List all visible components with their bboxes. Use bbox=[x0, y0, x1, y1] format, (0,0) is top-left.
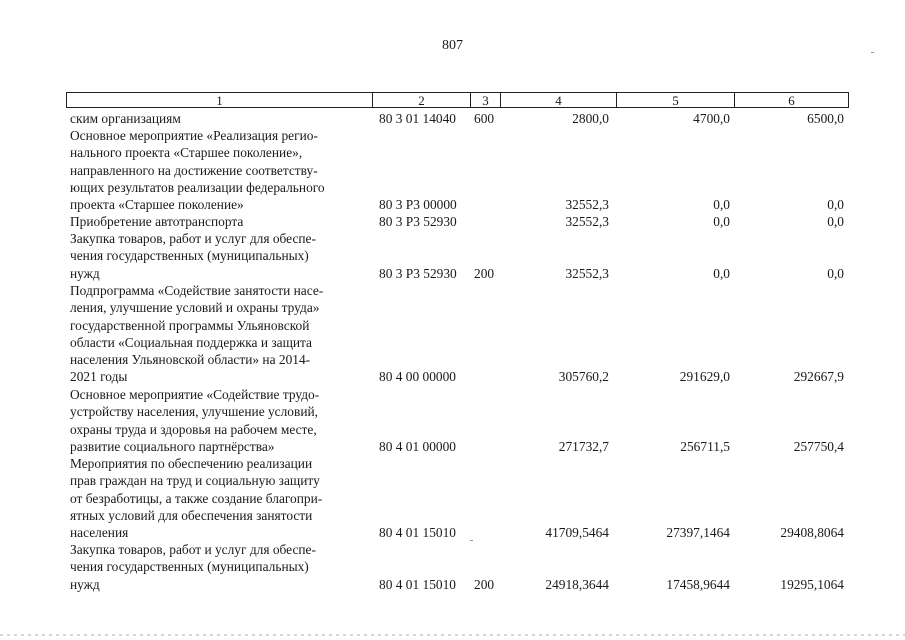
row-description: Приобретение автотранспорта bbox=[70, 214, 244, 229]
row-value-3: 6500,0 bbox=[807, 111, 844, 126]
row-description: Закупка товаров, работ и услуг для обеспе- чения государственных (муниципальных) нужд bbox=[70, 542, 316, 592]
header-col-1: 1 bbox=[67, 93, 373, 107]
row-code: 80 4 01 00000 bbox=[379, 439, 456, 454]
header-col-4: 4 bbox=[501, 93, 617, 107]
row-value-3: 0,0 bbox=[827, 197, 844, 212]
row-code: 80 3 P3 52930 bbox=[379, 266, 457, 281]
row-value-2: 17458,9644 bbox=[666, 577, 730, 592]
page-number: 807 bbox=[442, 38, 463, 53]
row-code: 80 4 01 15010 bbox=[379, 577, 456, 592]
row-value-1: 41709,5464 bbox=[545, 525, 609, 540]
row-value-3: 257750,4 bbox=[793, 439, 844, 454]
header-col-3: 3 bbox=[471, 93, 501, 107]
row-description: Закупка товаров, работ и услуг для обеспе- чения государственных (муниципальных) нужд bbox=[70, 231, 316, 281]
header-col-2: 2 bbox=[373, 93, 471, 107]
row-value-3: 29408,8064 bbox=[780, 525, 844, 540]
row-code: 80 3 01 14040 bbox=[379, 111, 456, 126]
row-type: 200 bbox=[474, 266, 495, 281]
header-col-5: 5 bbox=[617, 93, 735, 107]
row-code: 80 4 01 15010 bbox=[379, 525, 456, 540]
row-description: Основное мероприятие «Содействие трудо- устройству населения, улучшение условий, охраны труда и здоровья на рабочем месте, развитие социального партнёрства» bbox=[70, 387, 320, 454]
row-value-1: 305760,2 bbox=[558, 369, 609, 384]
row-value-3: 292667,9 bbox=[793, 369, 844, 384]
row-value-2: 0,0 bbox=[713, 214, 730, 229]
table-header bbox=[66, 92, 849, 108]
row-code: 80 4 00 00000 bbox=[379, 369, 456, 384]
header-col-6: 6 bbox=[788, 93, 795, 108]
scan-speck bbox=[871, 52, 874, 53]
row-description: Мероприятия по обеспечению реализации прав граждан на труд и социальную защиту от безработицы, а также создание благопри- ятных условий для обеспечения занятости населения bbox=[70, 456, 323, 541]
row-value-1: 271732,7 bbox=[558, 439, 609, 454]
row-value-1: 24918,3644 bbox=[545, 577, 609, 592]
row-value-2: 27397,1464 bbox=[666, 525, 730, 540]
row-type: 200 bbox=[474, 577, 495, 592]
scan-speck bbox=[470, 540, 473, 541]
row-value-2: 0,0 bbox=[713, 197, 730, 212]
row-value-3: 0,0 bbox=[827, 214, 844, 229]
row-type: 600 bbox=[474, 111, 495, 126]
row-value-3: 0,0 bbox=[827, 266, 844, 281]
scan-bottom-edge bbox=[0, 634, 905, 636]
row-value-3: 19295,1064 bbox=[780, 577, 844, 592]
row-description: Подпрограмма «Содействие занятости насе- ления, улучшение условий и охраны труда» государственной программы Ульяновской области «Социальная поддержка и защита населения Ульяновской области» на 2014- 2021 годы bbox=[70, 283, 324, 385]
row-value-1: 32552,3 bbox=[565, 266, 609, 281]
row-value-1: 32552,3 bbox=[565, 214, 609, 229]
row-description: Основное мероприятие «Реализация регио- нального проекта «Старшее поколение», направленного на достижение соответству- ющих результатов реализации федерального проекта «Старшее поколение» bbox=[70, 128, 325, 213]
row-value-2: 0,0 bbox=[713, 266, 730, 281]
row-code: 80 3 P3 00000 bbox=[379, 197, 457, 212]
row-code: 80 3 P3 52930 bbox=[379, 214, 457, 229]
row-value-1: 32552,3 bbox=[565, 197, 609, 212]
row-value-1: 2800,0 bbox=[572, 111, 609, 126]
row-value-2: 256711,5 bbox=[680, 439, 730, 454]
row-description: ским организациям bbox=[70, 111, 181, 126]
row-value-2: 291629,0 bbox=[679, 369, 730, 384]
row-value-2: 4700,0 bbox=[693, 111, 730, 126]
